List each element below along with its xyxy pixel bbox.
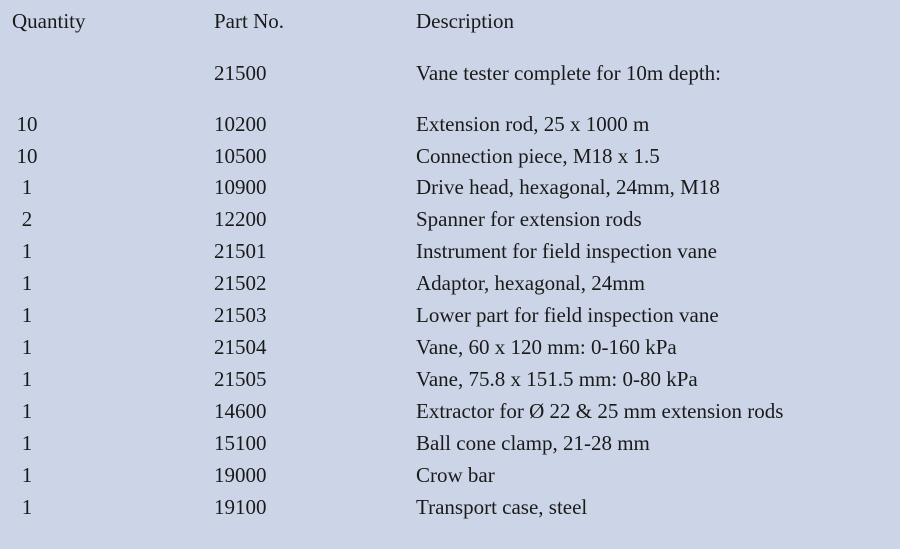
- cell-part-no: 15100: [214, 431, 267, 455]
- table-row: [0, 302, 900, 328]
- cell-part-no: 21505: [214, 367, 267, 391]
- cell-description: Lower part for field inspection vane: [416, 303, 719, 327]
- table-row: [0, 111, 900, 137]
- table-row: [0, 238, 900, 264]
- table-row: [0, 494, 900, 520]
- cell-quantity: 1: [21, 271, 33, 295]
- cell-quantity: 10: [16, 112, 38, 136]
- cell-part-no: 21504: [214, 335, 267, 359]
- header-description: Description: [416, 9, 514, 33]
- cell-quantity: 2: [21, 207, 33, 231]
- cell-quantity: 1: [21, 175, 33, 199]
- cell-description: Extractor for Ø 22 & 25 mm extension rods: [416, 399, 784, 423]
- table-row: [0, 334, 900, 360]
- cell-description: Vane, 75.8 x 151.5 mm: 0-80 kPa: [416, 367, 698, 391]
- cell-part-no: 10900: [214, 175, 267, 199]
- cell-quantity: 1: [21, 463, 33, 487]
- cell-part-no: 12200: [214, 207, 267, 231]
- cell-description: Instrument for field inspection vane: [416, 239, 717, 263]
- table-row: [0, 174, 900, 200]
- table-row: [0, 206, 900, 232]
- cell-description: Drive head, hexagonal, 24mm, M18: [416, 175, 720, 199]
- cell-description: Vane tester complete for 10m depth:: [416, 61, 721, 85]
- cell-quantity: 1: [21, 367, 33, 391]
- cell-description: Extension rod, 25 x 1000 m: [416, 112, 650, 136]
- table-row: [0, 430, 900, 456]
- header-quantity: Quantity: [12, 9, 86, 33]
- table-row: [0, 270, 900, 296]
- cell-part-no: 19000: [214, 463, 267, 487]
- cell-part-no: 19100: [214, 495, 267, 519]
- table-row: [0, 143, 900, 169]
- cell-quantity: 10: [16, 144, 38, 168]
- cell-part-no: 10500: [214, 144, 267, 168]
- cell-part-no: 21501: [214, 239, 267, 263]
- table-header: [0, 8, 900, 34]
- cell-part-no: 21503: [214, 303, 267, 327]
- table-row: [0, 60, 900, 86]
- header-part-no: Part No.: [214, 9, 284, 33]
- cell-description: Ball cone clamp, 21-28 mm: [416, 431, 650, 455]
- cell-description: Connection piece, M18 x 1.5: [416, 144, 660, 168]
- cell-description: Vane, 60 x 120 mm: 0-160 kPa: [416, 335, 677, 359]
- cell-description: Transport case, steel: [416, 495, 588, 519]
- cell-quantity: 1: [21, 399, 33, 423]
- table-row: [0, 462, 900, 488]
- cell-description: Crow bar: [416, 463, 495, 487]
- cell-quantity: 1: [21, 495, 33, 519]
- cell-quantity: 1: [21, 335, 33, 359]
- cell-part-no: 10200: [214, 112, 267, 136]
- cell-part-no: 21502: [214, 271, 267, 295]
- cell-description: Adaptor, hexagonal, 24mm: [416, 271, 645, 295]
- cell-quantity: 1: [21, 303, 33, 327]
- cell-description: Spanner for extension rods: [416, 207, 642, 231]
- table-row: [0, 366, 900, 392]
- cell-part-no: 21500: [214, 61, 267, 85]
- cell-quantity: 1: [21, 431, 33, 455]
- cell-part-no: 14600: [214, 399, 267, 423]
- table-row: [0, 398, 900, 424]
- cell-quantity: 1: [21, 239, 33, 263]
